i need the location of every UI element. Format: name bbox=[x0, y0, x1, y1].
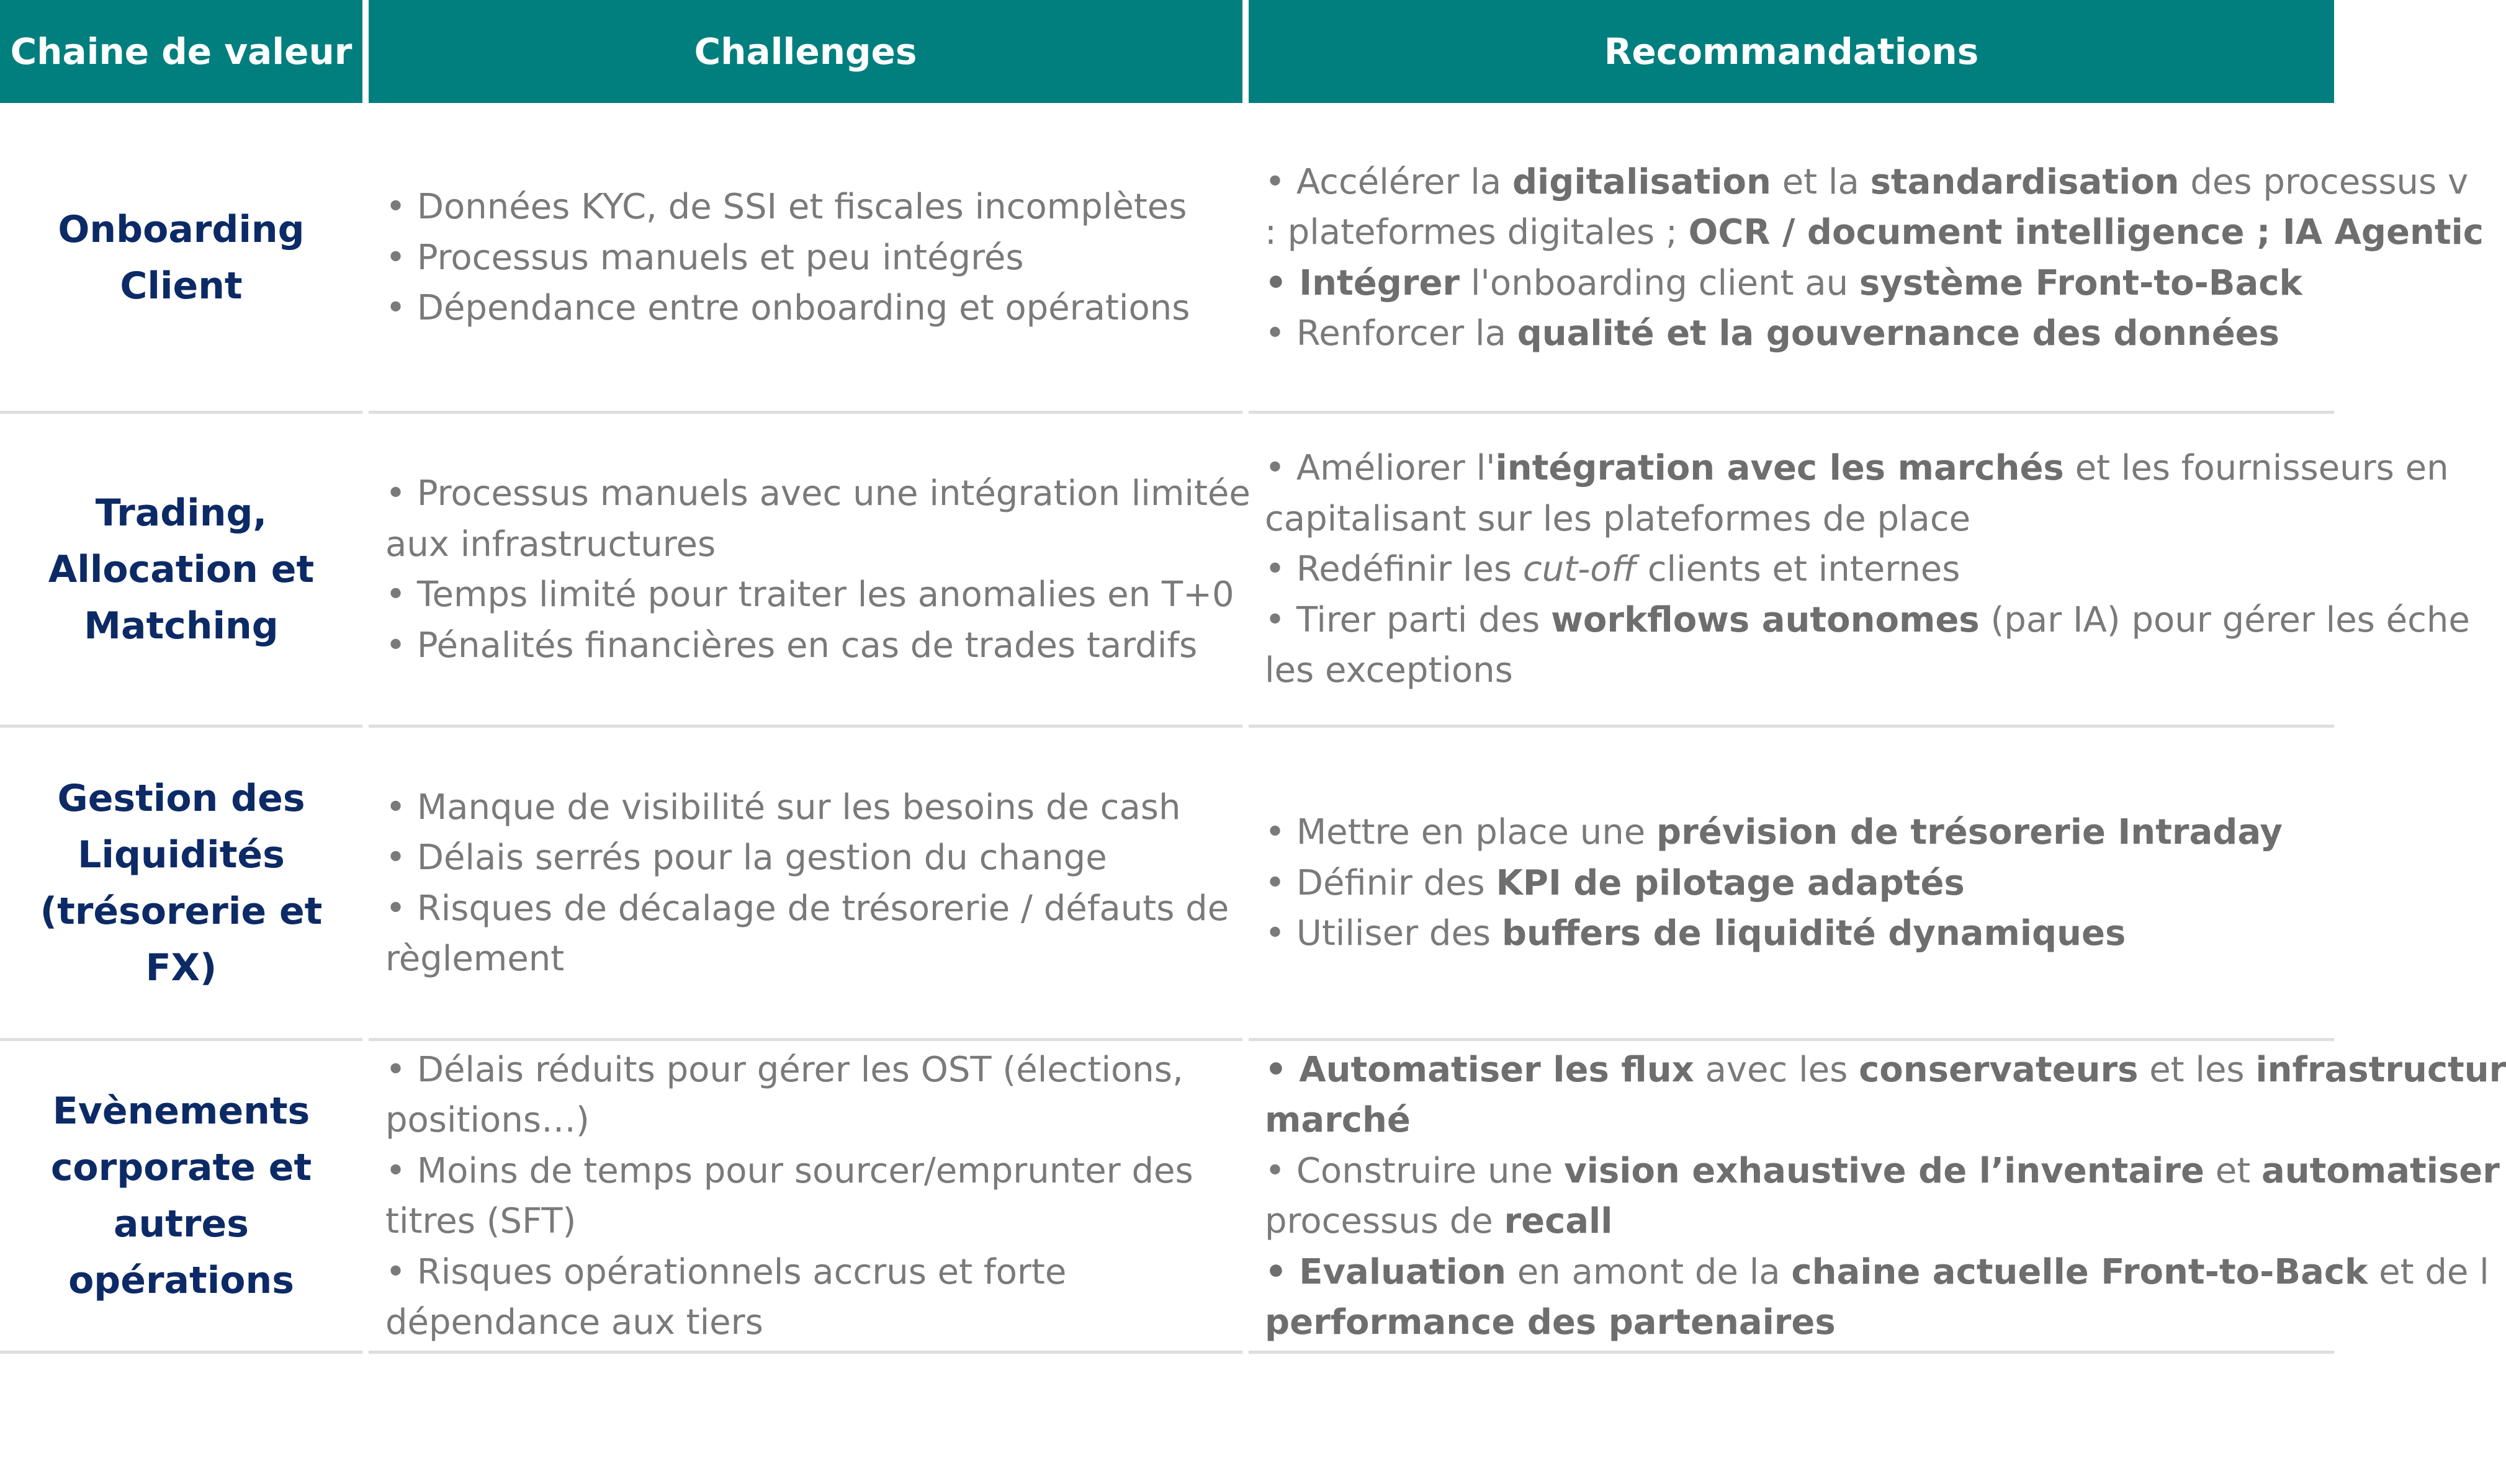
challenge-line: aux infrastructures bbox=[385, 524, 716, 565]
text: capitalisant sur les plateformes de place bbox=[1265, 498, 1971, 539]
text: en amont de la bbox=[1506, 1251, 1792, 1292]
bold-text: Evaluation bbox=[1299, 1251, 1506, 1292]
recommendation-line bbox=[1265, 807, 2334, 858]
challenge-line: • Processus manuels et peu intégrés bbox=[385, 237, 1024, 278]
bold-text: qualité et la gouvernance des données bbox=[1517, 313, 2279, 354]
text: l'onboarding client au bbox=[1460, 262, 1859, 303]
text: • Accélérer la bbox=[1265, 161, 1512, 202]
recommendation-line bbox=[1265, 645, 2334, 696]
bold-text: intégration avec les marchés bbox=[1495, 448, 2064, 489]
text: • Redéfinir les bbox=[1265, 549, 1523, 590]
recommendation-line bbox=[1265, 1297, 2334, 1348]
text: et les fournisseurs en bbox=[2064, 448, 2449, 489]
recommendations-cell bbox=[1265, 103, 2484, 413]
text: et la bbox=[1771, 161, 1871, 202]
bold-text: vision exhaustive de l’inventaire bbox=[1564, 1150, 2204, 1191]
bold-text: digitalisation bbox=[1512, 161, 1771, 202]
challenge-line: règlement bbox=[385, 939, 565, 979]
row-divider bbox=[0, 1351, 362, 1354]
challenges-cell bbox=[385, 103, 1242, 413]
text: et bbox=[2204, 1150, 2261, 1191]
text: • Renforcer la bbox=[1265, 313, 1517, 354]
text: les exceptions bbox=[1265, 650, 1513, 691]
challenge-line: • Pénalités financières en cas de trades tardifs bbox=[385, 625, 1198, 666]
row-label-gestion-liquidites: Gestion des Liquidités (trésorerie et FX) bbox=[40, 776, 323, 990]
recommendation-line bbox=[1265, 494, 2334, 545]
header-recommandations: Recommandations bbox=[1249, 0, 2334, 103]
challenge-line: • Délais réduits pour gérer les OST (élections, bbox=[385, 1049, 1183, 1090]
bold-text: chaine actuelle Front-to-Back bbox=[1791, 1251, 2368, 1292]
bold-text: workflows autonomes bbox=[1551, 599, 1980, 640]
challenges-cell bbox=[385, 1040, 1242, 1352]
bold-text: • bbox=[1265, 262, 1300, 303]
recommendation-line bbox=[1265, 207, 2484, 258]
bold-text: standardisation bbox=[1870, 161, 2180, 202]
header-challenges: Challenges bbox=[369, 0, 1242, 103]
bold-text: infrastructur bbox=[2255, 1049, 2506, 1090]
challenge-line: • Données KYC, de SSI et fiscales incomplètes bbox=[385, 187, 1187, 228]
bold-text: buffers de liquidité dynamiques bbox=[1501, 913, 2126, 954]
text: clients et internes bbox=[1636, 549, 1960, 590]
recommendations-cell bbox=[1265, 726, 2334, 1040]
bold-text: • bbox=[1265, 1049, 1300, 1090]
recommendation-line bbox=[1265, 1196, 2334, 1247]
challenge-line: • Risques de décalage de trésorerie / défauts de bbox=[385, 888, 1229, 929]
recommendation-line bbox=[1265, 308, 2334, 359]
challenge-line: dépendance aux tiers bbox=[385, 1302, 763, 1343]
text: • Utiliser des bbox=[1265, 913, 1502, 954]
row-label-onboarding-client: Onboarding Client bbox=[58, 207, 305, 308]
challenges-cell bbox=[385, 413, 1251, 726]
bold-text: KPI de pilotage adaptés bbox=[1496, 862, 1965, 903]
text: : plateformes digitales ; bbox=[1265, 212, 1689, 253]
bold-text: OCR / document intelligence ; IA Agentic bbox=[1688, 212, 2484, 253]
header-chaine-de-valeur: Chaine de valeur bbox=[0, 0, 362, 103]
text: • Améliorer l' bbox=[1265, 448, 1496, 489]
recommendation-line bbox=[1265, 157, 2469, 208]
bold-text: • bbox=[1265, 1251, 1300, 1292]
challenge-line: • Moins de temps pour sourcer/emprunter des bbox=[385, 1150, 1193, 1191]
text: • Tirer parti des bbox=[1265, 599, 1552, 640]
bold-text: Intégrer bbox=[1299, 262, 1460, 303]
recommendation-line bbox=[1265, 908, 2334, 959]
text: processus de bbox=[1265, 1201, 1504, 1241]
recommendation-line bbox=[1265, 1247, 2489, 1298]
row-label-trading-allocation-matching: Trading, Allocation et Matching bbox=[48, 491, 315, 648]
recommendations-cell bbox=[1265, 413, 2470, 726]
text: des processus v bbox=[2179, 161, 2469, 202]
bold-text: recall bbox=[1504, 1201, 1613, 1241]
bold-text: performance des partenaires bbox=[1265, 1302, 1836, 1343]
text: • Mettre en place une bbox=[1265, 812, 1657, 853]
recommendation-line bbox=[1265, 258, 2334, 309]
bold-text: automatiser bbox=[2261, 1150, 2500, 1191]
bold-text: prévision de trésorerie Intraday bbox=[1656, 812, 2283, 853]
challenge-line: positions…) bbox=[385, 1100, 590, 1140]
recommendations-cell bbox=[1265, 1040, 2506, 1352]
challenge-line: titres (SFT) bbox=[385, 1201, 577, 1241]
bold-text: conservateurs bbox=[1859, 1049, 2139, 1090]
challenge-line: • Processus manuels avec une intégration limitée bbox=[385, 473, 1251, 514]
recommendation-line bbox=[1265, 443, 2449, 494]
text: et de l bbox=[2368, 1251, 2489, 1292]
text: et les bbox=[2138, 1049, 2256, 1090]
bold-text: marché bbox=[1265, 1100, 1411, 1140]
text: avec les bbox=[1694, 1049, 1859, 1090]
bold-text: système Front-to-Back bbox=[1859, 262, 2302, 303]
challenge-line: • Manque de visibilité sur les besoins de cash bbox=[385, 787, 1181, 828]
row-divider bbox=[369, 1351, 1242, 1354]
row-divider bbox=[1249, 1351, 2334, 1354]
text: (par IA) pour gérer les éche bbox=[1979, 599, 2470, 640]
challenge-line: • Délais serrés pour la gestion du change bbox=[385, 838, 1107, 878]
row-label-evenements-corporate: Evènements corporate et autres opérations bbox=[50, 1089, 312, 1302]
recommendation-line bbox=[1265, 1146, 2500, 1197]
text: • Définir des bbox=[1265, 862, 1496, 903]
challenge-line: • Temps limité pour traiter les anomalies en T+0 bbox=[385, 574, 1234, 615]
recommendation-line bbox=[1265, 544, 2334, 595]
recommendation-line bbox=[1265, 595, 2470, 646]
challenges-cell bbox=[385, 726, 1242, 1040]
italic-text: cut-off bbox=[1522, 549, 1637, 590]
text: • Construire une bbox=[1265, 1150, 1565, 1191]
challenge-line: • Dépendance entre onboarding et opérations bbox=[385, 288, 1190, 329]
recommendation-line bbox=[1265, 1095, 2334, 1146]
bold-text: Automatiser les flux bbox=[1299, 1049, 1694, 1090]
recommendation-line bbox=[1265, 1045, 2506, 1096]
recommendation-line bbox=[1265, 858, 2334, 909]
challenge-line: • Risques opérationnels accrus et forte bbox=[385, 1251, 1067, 1292]
